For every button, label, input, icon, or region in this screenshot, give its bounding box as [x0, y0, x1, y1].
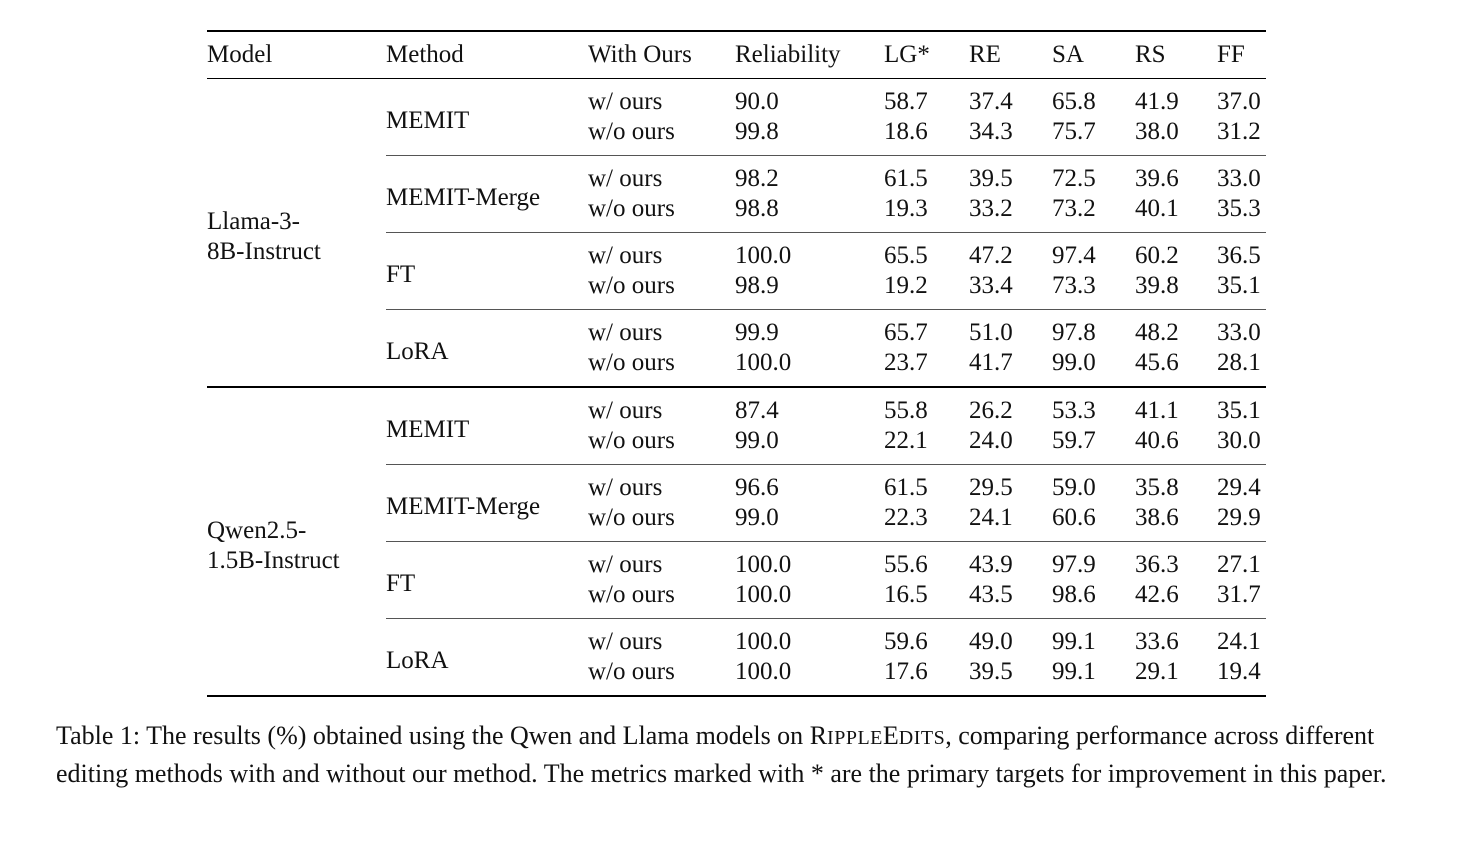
- value-cell: 98.6: [1052, 580, 1135, 619]
- value-cell: 98.8: [735, 194, 884, 233]
- group-llama: [207, 79, 1266, 388]
- model-name-line1: Llama-3-: [207, 207, 301, 235]
- caption-suffix: , comparing performance across different editing methods with and without our method. The metrics marked with * are the primary targets for improvement in this paper.: [56, 721, 1387, 788]
- value-cell: 40.1: [1135, 194, 1217, 233]
- value-cell: 65.7: [884, 319, 928, 346]
- group-qwen: [207, 387, 1266, 696]
- value-cell: 35.1: [1217, 397, 1261, 424]
- value-cell: 24.1: [969, 503, 1052, 542]
- value-cell: 60.6: [1052, 503, 1135, 542]
- value-cell: 99.1: [1052, 657, 1135, 696]
- header-sa: SA: [1052, 31, 1135, 79]
- value-cell: 100.0: [735, 580, 884, 619]
- method-name: MEMIT-Merge: [386, 465, 588, 542]
- value-cell: 35.8: [1135, 474, 1179, 501]
- value-cell: 24.1: [1217, 628, 1261, 655]
- with-ours-cell: w/ ours: [588, 474, 663, 501]
- value-cell: 33.4: [969, 271, 1052, 310]
- value-cell: 38.0: [1135, 117, 1217, 156]
- model-name-line2: 8B-Instruct: [207, 237, 321, 265]
- value-cell: 30.0: [1217, 426, 1266, 465]
- value-cell: 100.0: [735, 348, 884, 387]
- value-cell: 100.0: [735, 657, 884, 696]
- value-cell: 39.8: [1135, 271, 1217, 310]
- method-name: FT: [386, 233, 588, 310]
- value-cell: 23.7: [884, 348, 969, 387]
- with-ours-cell: w/o ours: [588, 657, 735, 696]
- value-cell: 26.2: [969, 397, 1013, 424]
- value-cell: 72.5: [1052, 165, 1096, 192]
- value-cell: 73.2: [1052, 194, 1135, 233]
- value-cell: 97.9: [1052, 551, 1096, 578]
- with-ours-cell: w/ ours: [588, 242, 663, 269]
- value-cell: 29.1: [1135, 657, 1217, 696]
- value-cell: 45.6: [1135, 348, 1217, 387]
- value-cell: 19.2: [884, 271, 969, 310]
- value-cell: 31.7: [1217, 580, 1266, 619]
- value-cell: 99.9: [735, 319, 779, 346]
- value-cell: 55.6: [884, 551, 928, 578]
- with-ours-cell: w/ ours: [588, 319, 663, 346]
- value-cell: 48.2: [1135, 319, 1179, 346]
- value-cell: 18.6: [884, 117, 969, 156]
- value-cell: 29.9: [1217, 503, 1266, 542]
- header-model: Model: [207, 31, 386, 79]
- value-cell: 99.0: [735, 503, 884, 542]
- method-name: LoRA: [386, 619, 588, 697]
- with-ours-cell: w/o ours: [588, 271, 735, 310]
- with-ours-cell: w/o ours: [588, 117, 735, 156]
- value-cell: 19.4: [1217, 657, 1266, 696]
- with-ours-cell: w/ ours: [588, 397, 663, 424]
- table-row: [207, 387, 1266, 426]
- value-cell: 35.3: [1217, 194, 1266, 233]
- value-cell: 22.1: [884, 426, 969, 465]
- header-method: Method: [386, 31, 588, 79]
- value-cell: 28.1: [1217, 348, 1266, 387]
- table-header: [207, 31, 1266, 79]
- value-cell: 37.0: [1217, 88, 1261, 115]
- value-cell: 51.0: [969, 319, 1013, 346]
- value-cell: 87.4: [735, 397, 779, 424]
- header-lg: LG*: [884, 31, 969, 79]
- value-cell: 33.0: [1217, 165, 1261, 192]
- table-caption: [56, 718, 1421, 792]
- value-cell: 31.2: [1217, 117, 1266, 156]
- header-with-ours: With Ours: [588, 31, 735, 79]
- value-cell: 24.0: [969, 426, 1052, 465]
- value-cell: 33.0: [1217, 319, 1261, 346]
- value-cell: 97.4: [1052, 242, 1096, 269]
- value-cell: 61.5: [884, 474, 928, 501]
- value-cell: 47.2: [969, 242, 1013, 269]
- value-cell: 36.5: [1217, 242, 1261, 269]
- value-cell: 43.9: [969, 551, 1013, 578]
- method-name: MEMIT: [386, 79, 588, 156]
- value-cell: 98.2: [735, 165, 779, 192]
- results-table-container: [207, 30, 1266, 697]
- header-row: [207, 31, 1266, 79]
- with-ours-cell: w/ ours: [588, 551, 663, 578]
- value-cell: 73.3: [1052, 271, 1135, 310]
- value-cell: 33.6: [1135, 628, 1179, 655]
- value-cell: 59.0: [1052, 474, 1096, 501]
- method-name: MEMIT-Merge: [386, 156, 588, 233]
- value-cell: 99.0: [1052, 348, 1135, 387]
- value-cell: 39.5: [969, 657, 1052, 696]
- with-ours-cell: w/ ours: [588, 88, 663, 115]
- value-cell: 49.0: [969, 628, 1013, 655]
- value-cell: 59.7: [1052, 426, 1135, 465]
- value-cell: 43.5: [969, 580, 1052, 619]
- model-name: [207, 79, 386, 388]
- value-cell: 98.9: [735, 271, 884, 310]
- header-re: RE: [969, 31, 1052, 79]
- value-cell: 36.3: [1135, 551, 1179, 578]
- value-cell: 34.3: [969, 117, 1052, 156]
- with-ours-cell: w/o ours: [588, 580, 735, 619]
- method-name: MEMIT: [386, 387, 588, 465]
- method-name: LoRA: [386, 310, 588, 388]
- value-cell: 38.6: [1135, 503, 1217, 542]
- with-ours-cell: w/o ours: [588, 426, 735, 465]
- method-name: FT: [386, 542, 588, 619]
- value-cell: 65.5: [884, 242, 928, 269]
- value-cell: 41.7: [969, 348, 1052, 387]
- with-ours-cell: w/ ours: [588, 165, 663, 192]
- value-cell: 27.1: [1217, 551, 1261, 578]
- value-cell: 61.5: [884, 165, 928, 192]
- value-cell: 59.6: [884, 628, 928, 655]
- with-ours-cell: w/o ours: [588, 194, 735, 233]
- with-ours-cell: w/o ours: [588, 503, 735, 542]
- model-name-line2: 1.5B-Instruct: [207, 546, 340, 574]
- model-name: [207, 387, 386, 696]
- value-cell: 16.5: [884, 580, 969, 619]
- value-cell: 41.1: [1135, 397, 1179, 424]
- value-cell: 22.3: [884, 503, 969, 542]
- value-cell: 100.0: [735, 242, 792, 269]
- value-cell: 29.5: [969, 474, 1013, 501]
- value-cell: 100.0: [735, 551, 792, 578]
- value-cell: 29.4: [1217, 474, 1261, 501]
- with-ours-cell: w/o ours: [588, 348, 735, 387]
- header-reliability: Reliability: [735, 31, 884, 79]
- value-cell: 41.9: [1135, 88, 1179, 115]
- value-cell: 37.4: [969, 88, 1013, 115]
- dataset-name: RIPPLEEDITS: [809, 721, 946, 750]
- value-cell: 75.7: [1052, 117, 1135, 156]
- value-cell: 96.6: [735, 474, 779, 501]
- table-row: [207, 79, 1266, 118]
- value-cell: 19.3: [884, 194, 969, 233]
- value-cell: 40.6: [1135, 426, 1217, 465]
- header-rs: RS: [1135, 31, 1217, 79]
- value-cell: 35.1: [1217, 271, 1266, 310]
- value-cell: 53.3: [1052, 397, 1096, 424]
- value-cell: 60.2: [1135, 242, 1179, 269]
- header-ff: FF: [1217, 31, 1266, 79]
- caption-prefix: Table 1: The results (%) obtained using the Qwen and Llama models on: [56, 721, 810, 750]
- value-cell: 99.0: [735, 426, 884, 465]
- value-cell: 58.7: [884, 88, 928, 115]
- value-cell: 17.6: [884, 657, 969, 696]
- value-cell: 100.0: [735, 628, 792, 655]
- value-cell: 97.8: [1052, 319, 1096, 346]
- value-cell: 39.5: [969, 165, 1013, 192]
- value-cell: 90.0: [735, 88, 779, 115]
- value-cell: 99.1: [1052, 628, 1096, 655]
- value-cell: 99.8: [735, 117, 884, 156]
- value-cell: 42.6: [1135, 580, 1217, 619]
- value-cell: 55.8: [884, 397, 928, 424]
- value-cell: 39.6: [1135, 165, 1179, 192]
- with-ours-cell: w/ ours: [588, 628, 663, 655]
- value-cell: 65.8: [1052, 88, 1096, 115]
- results-table: [207, 30, 1266, 697]
- model-name-line1: Qwen2.5-: [207, 516, 307, 544]
- value-cell: 33.2: [969, 194, 1052, 233]
